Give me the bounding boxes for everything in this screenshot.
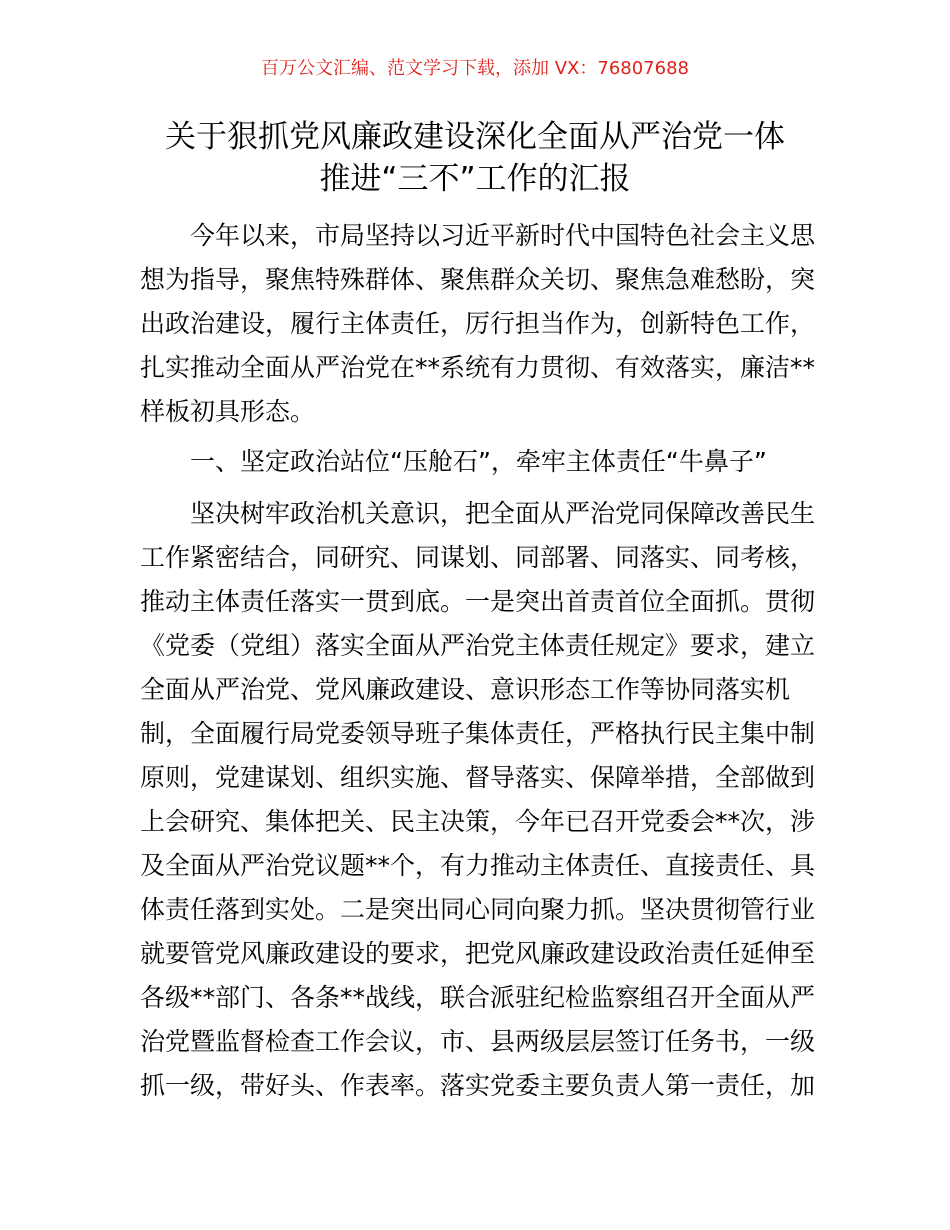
paragraph-line: 制，全面履行局党委领导班子集体责任，严格执行民主集中制 — [140, 719, 816, 748]
paragraph-line: 想为指导，聚焦特殊群体、聚焦群众关切、聚焦急难愁盼，突 — [140, 265, 816, 294]
paragraph-line: 推动主体责任落实一贯到底。一是突出首责首位全面抓。贯彻 — [140, 587, 816, 616]
paragraph-line: 样板初具形态。 — [140, 397, 316, 426]
paragraph-line: 抓一级，带好头、作表率。落实党委主要负责人第一责任，加 — [140, 1071, 816, 1100]
paragraph-line: 体责任落到实处。二是突出同心同向聚力抓。坚决贯彻管行业 — [140, 895, 816, 924]
paragraph-line: 上会研究、集体把关、民主决策，今年已召开党委会**次，涉 — [140, 807, 816, 836]
paragraph-line: 原则，党建谋划、组织实施、督导落实、保障举措，全部做到 — [140, 763, 816, 792]
paragraph-line: 全面从严治党、党风廉政建设、意识形态工作等协同落实机 — [140, 675, 791, 704]
watermark-header: 百万公文汇编、范文学习下载，添加 VX：76807688 — [261, 58, 689, 79]
document-title-line-1: 关于狠抓党风廉政建设深化全面从严治党一体 — [165, 119, 785, 155]
section-heading: 一、坚定政治站位“压舱石”，牵牢主体责任“牛鼻子” — [190, 447, 767, 476]
paragraph-line: 《党委（党组）落实全面从严治党主体责任规定》要求，建立 — [140, 631, 816, 660]
paragraph-line: 工作紧密结合，同研究、同谋划、同部署、同落实、同考核， — [140, 543, 816, 572]
paragraph-line: 扎实推动全面从严治党在**系统有力贯彻、有效落实，廉洁** — [140, 353, 816, 382]
paragraph-line: 就要管党风廉政建设的要求，把党风廉政建设政治责任延伸至 — [140, 939, 816, 968]
paragraph-line: 出政治建设，履行主体责任，厉行担当作为，创新特色工作， — [140, 309, 816, 338]
paragraph-line: 治党暨监督检查工作会议，市、县两级层层签订任务书，一级 — [140, 1027, 816, 1056]
paragraph-line: 各级**部门、各条**战线，联合派驻纪检监察组召开全面从严 — [140, 983, 816, 1012]
paragraph-line: 及全面从严治党议题**个，有力推动主体责任、直接责任、具 — [140, 851, 816, 880]
paragraph-line: 今年以来，市局坚持以习近平新时代中国特色社会主义思 — [190, 221, 816, 250]
document-title-line-2: 推进“三不”工作的汇报 — [319, 161, 631, 197]
paragraph-line: 坚决树牢政治机关意识，把全面从严治党同保障改善民生 — [190, 499, 816, 528]
